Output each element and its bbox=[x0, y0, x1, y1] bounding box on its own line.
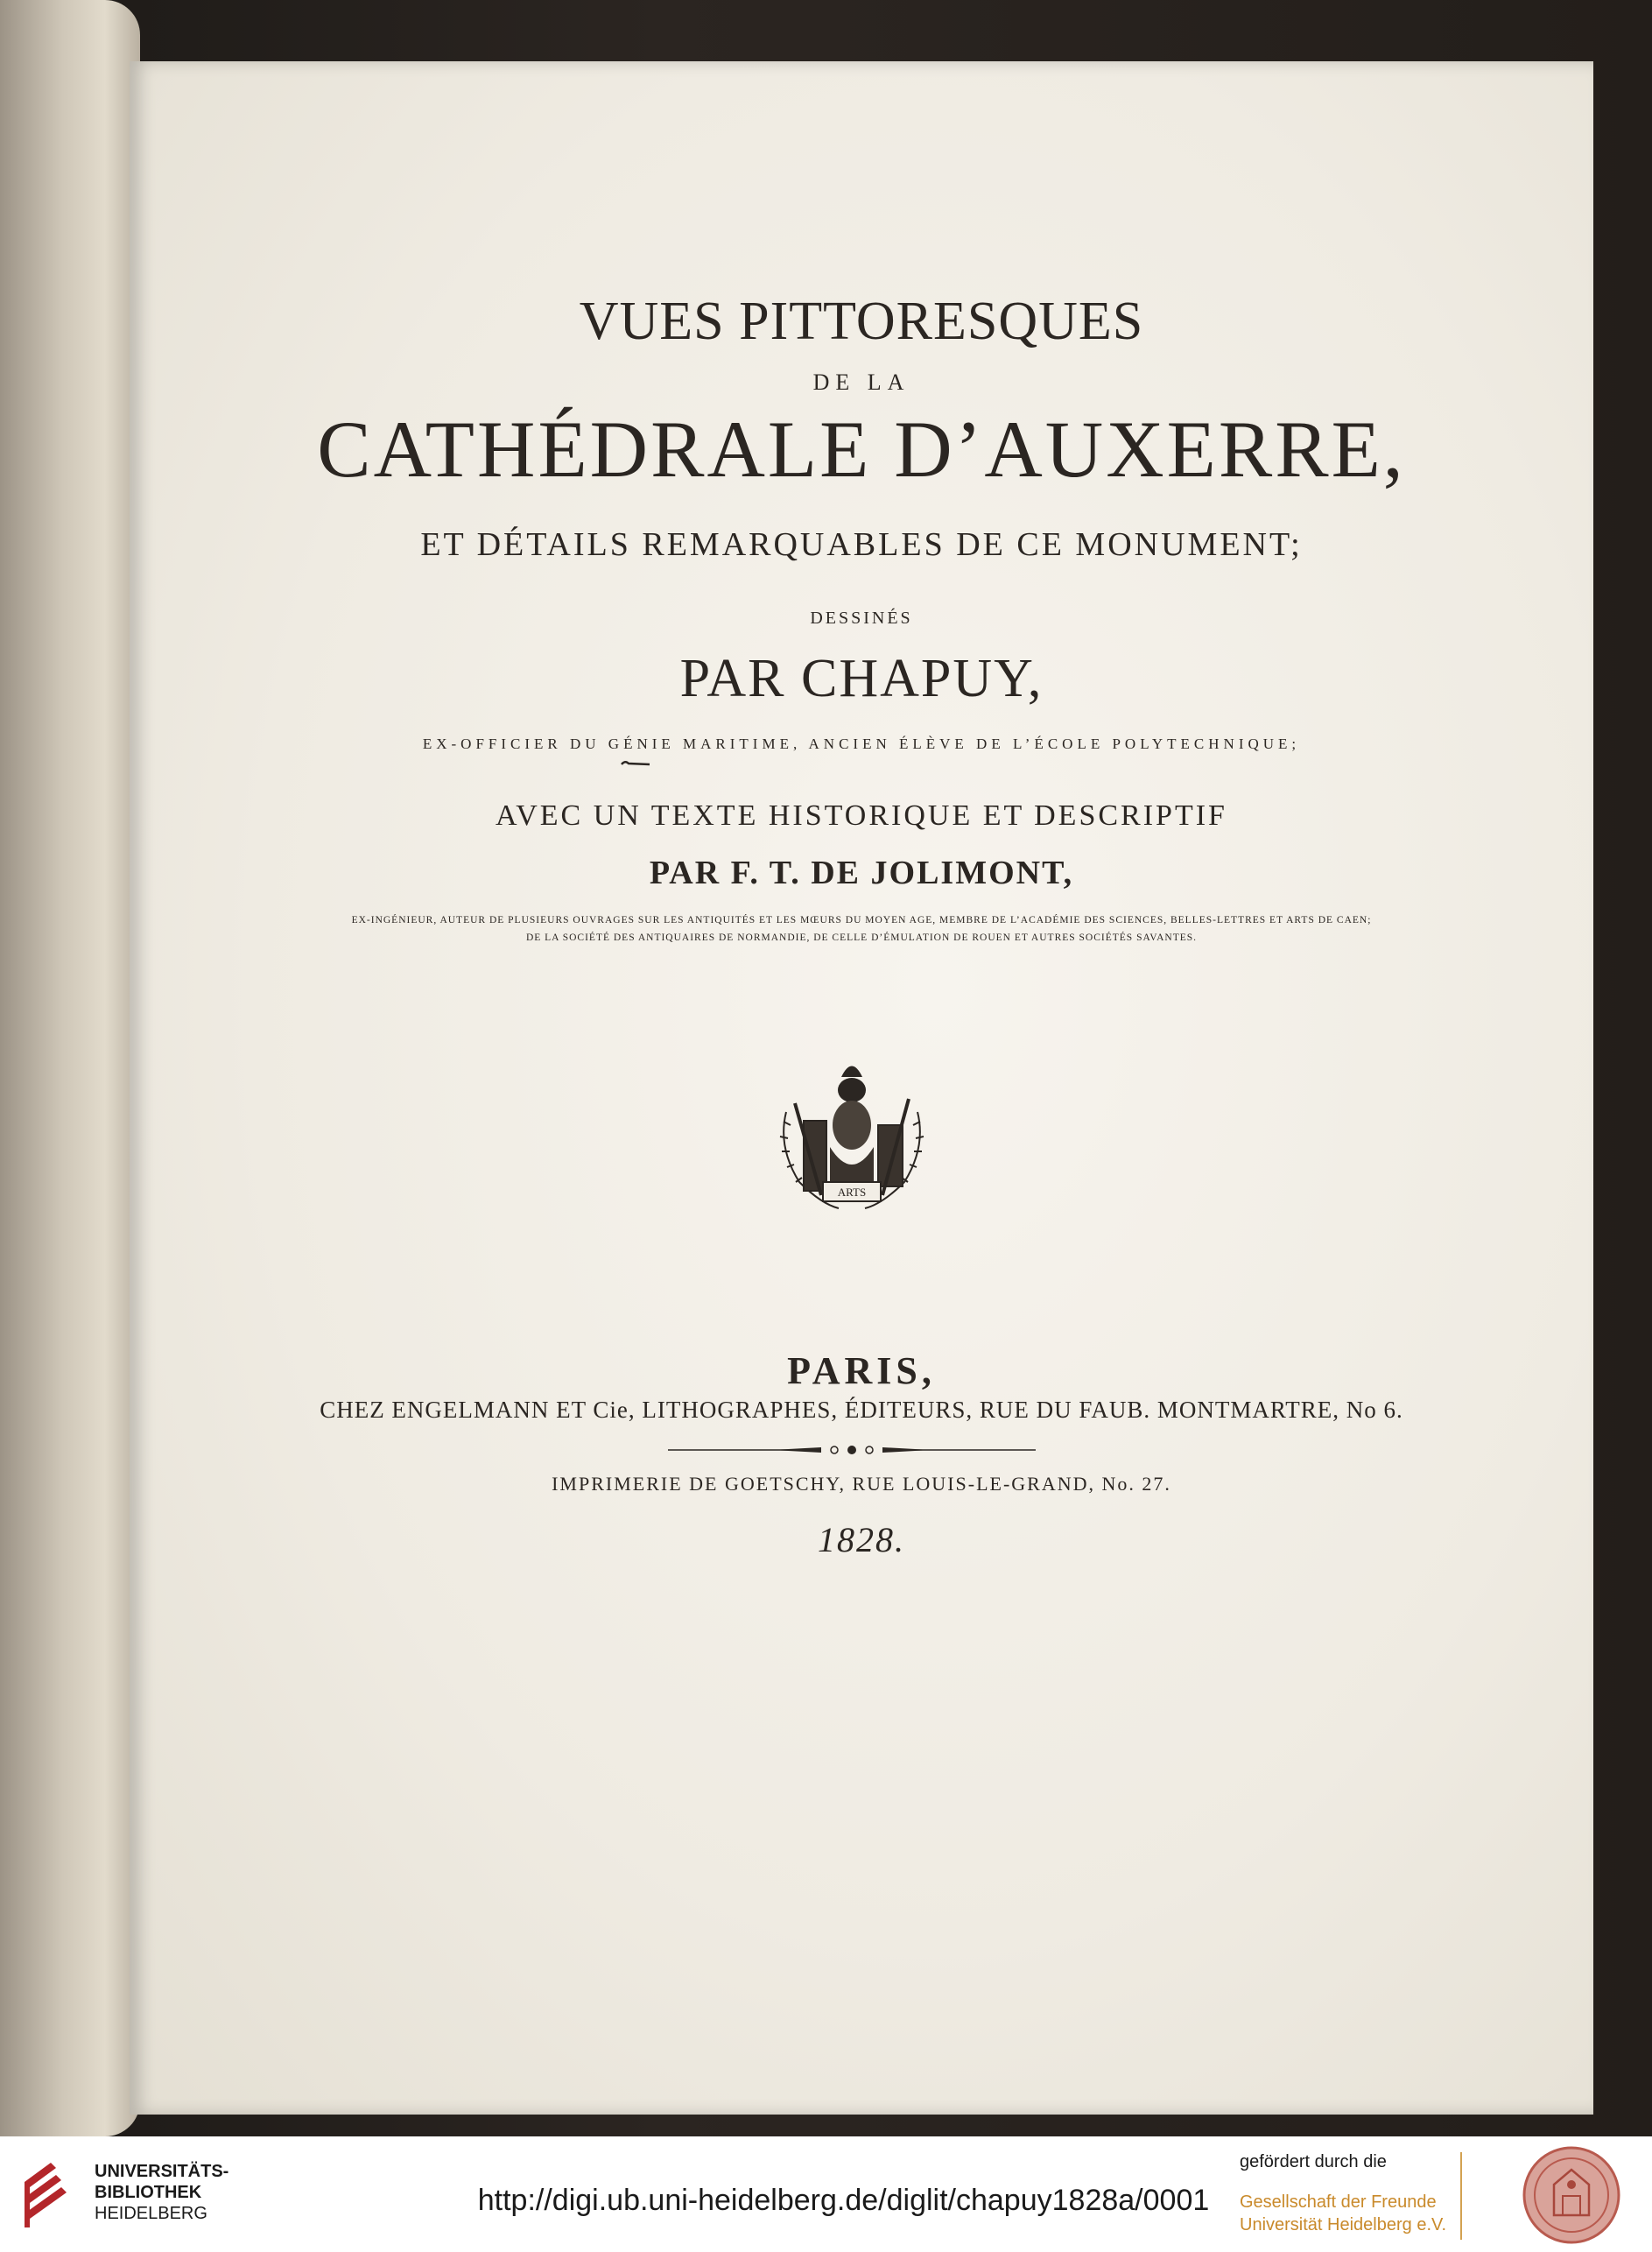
title-main: CATHÉDRALE D’AUXERRE, bbox=[317, 405, 1406, 494]
sponsor-label: gefördert durch die bbox=[1240, 2152, 1387, 2171]
ornamental-divider-icon bbox=[668, 1443, 1036, 1457]
author-jolimont: PAR F. T. DE JOLIMONT, bbox=[649, 855, 1074, 891]
emblem-label: ARTS bbox=[837, 1186, 867, 1199]
sponsor-name-line-2: Universität Heidelberg e.V. bbox=[1240, 2215, 1447, 2234]
minerva-arts-emblem-icon bbox=[751, 1051, 953, 1226]
sponsor-name-line-1: Gesellschaft der Freunde bbox=[1240, 2192, 1437, 2212]
year: 1828. bbox=[818, 1520, 905, 1559]
author-jolimont-credentials-1: EX-INGÉNIEUR, AUTEUR DE PLUSIEURS OUVRAGES SUR LES ANTIQUITÉS ET LES MŒURS DU MOYEN AGE, MEMBRE DE L’ACADÉMIE DES SCIENCES, BELLES-LETTRES ET ARTS DE CAEN; bbox=[351, 915, 1372, 925]
city: PARIS, bbox=[787, 1349, 936, 1392]
title-line-1: VUES PITTORESQUES bbox=[579, 292, 1144, 351]
printer: IMPRIMERIE DE GOETSCHY, RUE LOUIS-LE-GRAND, No. 27. bbox=[552, 1473, 1171, 1495]
title-line-2: DE LA bbox=[812, 369, 910, 395]
permalink-url[interactable]: http://digi.ub.uni-heidelberg.de/diglit/chapuy1828a/0001 bbox=[477, 2184, 1210, 2217]
subtitle: ET DÉTAILS REMARQUABLES DE CE MONUMENT; bbox=[420, 526, 1303, 563]
ub-name-line-2: BIBLIOTHEK bbox=[95, 2183, 202, 2202]
ub-name-line-3: HEIDELBERG bbox=[95, 2204, 207, 2223]
ornament-dash-icon bbox=[620, 759, 651, 768]
publisher: CHEZ ENGELMANN ET Cie, LITHOGRAPHES, ÉDITEURS, RUE DU FAUB. MONTMARTRE, No 6. bbox=[320, 1397, 1403, 1423]
footer-separator bbox=[1460, 2152, 1462, 2240]
author-chapuy-credentials: EX-OFFICIER DU GÉNIE MARITIME, ANCIEN ÉLÈVE DE L’ÉCOLE POLYTECHNIQUE; bbox=[422, 735, 1301, 752]
ub-name-line-1: UNIVERSITÄTS- bbox=[95, 2162, 229, 2181]
title-page bbox=[130, 61, 1593, 2115]
drawn-by-label: DESSINÉS bbox=[810, 609, 913, 628]
university-seal-icon bbox=[1522, 2145, 1621, 2245]
text-description: AVEC UN TEXTE HISTORIQUE ET DESCRIPTIF bbox=[496, 799, 1227, 832]
sponsor-name bbox=[1240, 2191, 1446, 2236]
footer-bar bbox=[0, 2136, 1652, 2252]
author-jolimont-credentials-2: DE LA SOCIÉTÉ DES ANTIQUAIRES DE NORMANDIE, DE CELLE D’ÉMULATION DE ROUEN ET AUTRES SOCIÉTÉS SAVANTES. bbox=[525, 932, 1198, 943]
author-chapuy: PAR CHAPUY, bbox=[679, 649, 1044, 708]
facing-page-edge bbox=[0, 0, 140, 2136]
